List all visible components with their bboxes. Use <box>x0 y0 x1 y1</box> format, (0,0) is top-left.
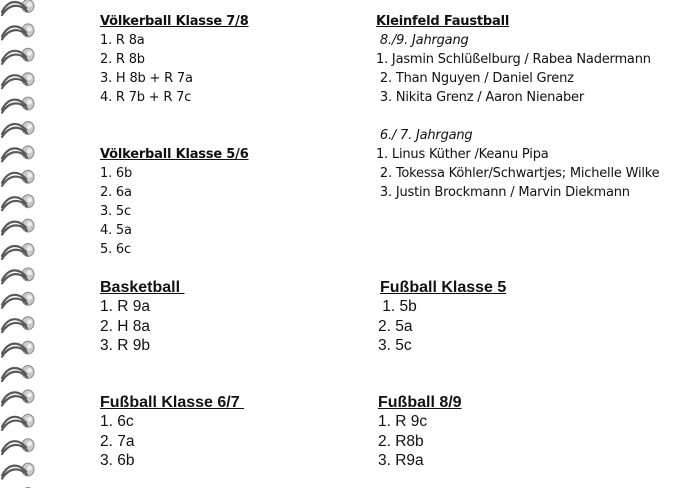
spacer <box>376 107 659 126</box>
spiral-ring-icon <box>2 390 34 406</box>
list-item: 2. Than Nguyen / Daniel Grenz <box>376 71 574 86</box>
voelkerball-56-section <box>100 145 249 259</box>
basketball-section <box>100 278 184 355</box>
list-item: 3. 6b <box>100 451 135 469</box>
list-item: 2. R8b <box>378 432 424 450</box>
spiral-ring-icon <box>2 317 34 333</box>
list-item: 3. Nikita Grenz / Aaron Nienaber <box>376 90 584 105</box>
list-item: 4. R 7b + R 7c <box>100 90 192 105</box>
kleinfeld-faustball-section <box>376 12 659 202</box>
list-item: 1. 5b <box>378 298 417 316</box>
spiral-ring-icon <box>2 146 34 162</box>
list-item: 5. 6c <box>100 242 131 257</box>
group-heading: 8./9. Jahrgang <box>376 33 469 48</box>
list-item: 3. Justin Brockmann / Marvin Diekmann <box>376 185 630 200</box>
spiral-ring-icon <box>2 122 34 138</box>
list-item: 3. R 9b <box>100 336 150 354</box>
basketball-title: Basketball <box>100 279 185 296</box>
list-item: 2. Tokessa Köhler/Schwartjes; Michelle Wilke <box>376 166 660 181</box>
spiral-ring-icon <box>2 170 34 186</box>
spiral-ring-icon <box>2 463 34 479</box>
voelkerball-78-section <box>100 12 249 107</box>
spiral-ring-icon <box>2 24 34 40</box>
spiral-ring-icon <box>2 439 34 455</box>
voelkerball-56-title: Völkerball Klasse 5/6 <box>100 147 249 162</box>
list-item: 1. Jasmin Schlüßelburg / Rabea Nadermann <box>376 52 651 67</box>
list-item: 2. 5a <box>378 317 413 335</box>
list-item: 3. 5c <box>378 336 412 354</box>
fussball-89-title: Fußball 8/9 <box>378 394 462 411</box>
spiral-ring-icon <box>2 219 34 235</box>
spiral-ring-icon <box>2 292 34 308</box>
list-item: 1. R 8a <box>100 33 145 48</box>
spiral-ring-icon <box>2 268 34 284</box>
fussball-89-section <box>378 393 462 470</box>
spiral-ring-icon <box>2 0 34 15</box>
list-item: 3. R9a <box>378 451 424 469</box>
kleinfeld-faustball-title: Kleinfeld Faustball <box>376 14 510 29</box>
list-item: 1. R 9a <box>100 298 150 316</box>
spiral-ring-icon <box>2 244 34 260</box>
list-item: 4. 5a <box>100 223 132 238</box>
list-item: 1. 6c <box>100 413 134 431</box>
list-item: 2. 7a <box>100 432 135 450</box>
list-item: 1. Linus Küther /Keanu Pipa <box>376 147 549 162</box>
fussball-67-title: Fußball Klasse 6/7 <box>100 394 245 411</box>
spiral-ring-icon <box>2 366 34 382</box>
voelkerball-78-title: Völkerball Klasse 7/8 <box>100 14 249 29</box>
fussball-5-title: Fußball Klasse 5 <box>380 279 507 296</box>
spiral-binding-icon <box>0 0 42 488</box>
fussball-67-section <box>100 393 244 470</box>
spiral-ring-icon <box>2 73 34 89</box>
spiral-ring-icon <box>2 414 34 430</box>
fussball-5-section <box>378 278 506 355</box>
spiral-ring-icon <box>2 195 34 211</box>
list-item: 1. R 9c <box>378 413 428 431</box>
spiral-ring-icon <box>2 48 34 64</box>
list-item: 2. H 8a <box>100 317 150 335</box>
list-item: 3. H 8b + R 7a <box>100 71 193 86</box>
group-heading: 6./ 7. Jahrgang <box>376 128 473 143</box>
list-item: 2. R 8b <box>100 52 145 67</box>
list-item: 2. 6a <box>100 185 132 200</box>
list-item: 1. 6b <box>100 166 133 181</box>
list-item: 3. 5c <box>100 204 131 219</box>
spiral-ring-icon <box>2 341 34 357</box>
spiral-ring-icon <box>2 97 34 113</box>
